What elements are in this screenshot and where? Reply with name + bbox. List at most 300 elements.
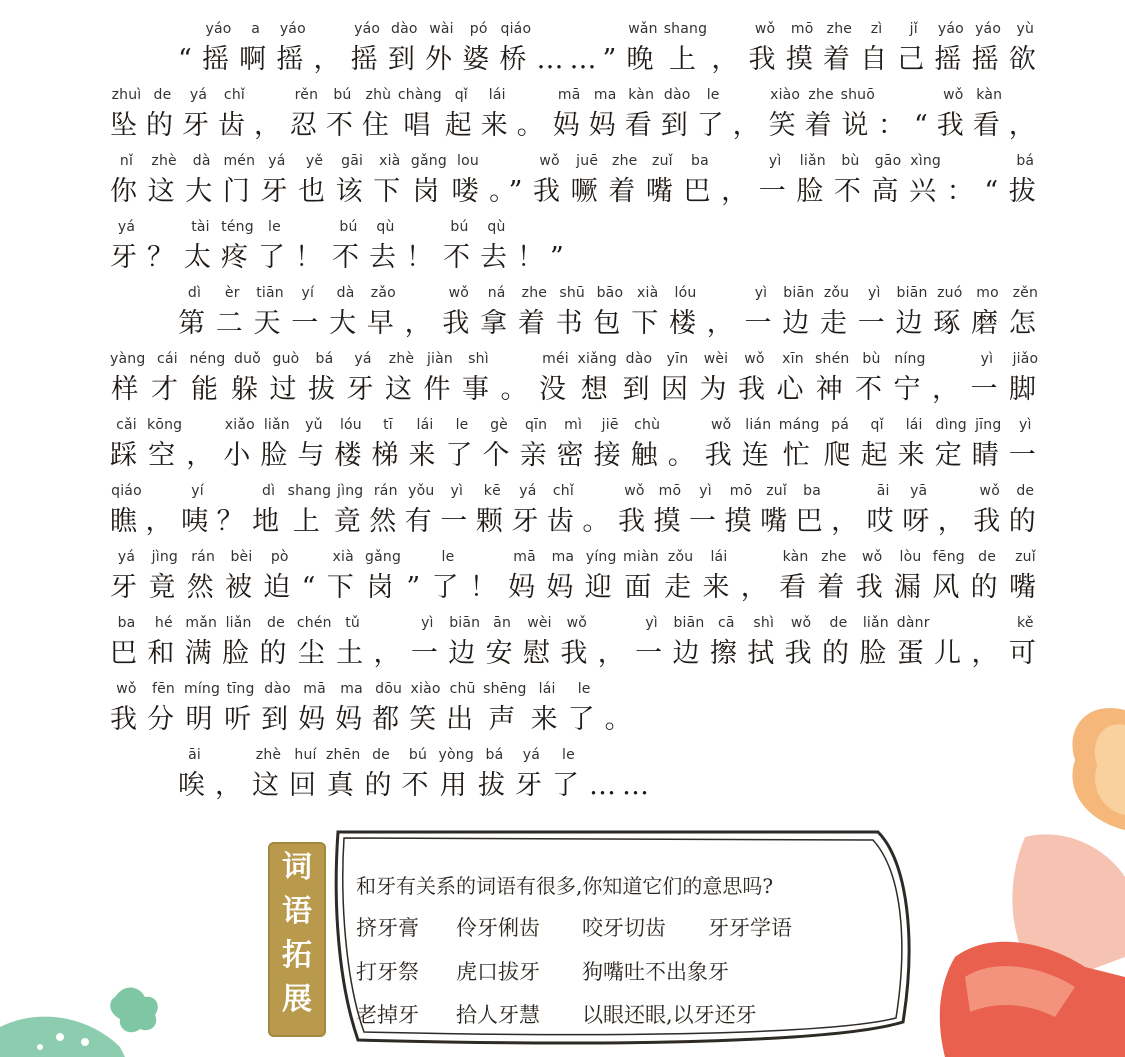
pinyin: zhe bbox=[826, 21, 853, 37]
idiom: 以眼还眼,以牙还牙 bbox=[582, 1003, 757, 1027]
ruby-token bbox=[308, 348, 341, 414]
hanzi: 拭 bbox=[747, 638, 781, 669]
hanzi: 来 bbox=[702, 572, 736, 603]
hanzi: ， bbox=[186, 440, 220, 471]
ruby-token bbox=[388, 18, 421, 84]
ruby-token bbox=[110, 150, 143, 216]
ruby-token bbox=[252, 744, 285, 806]
hanzi: 啊 bbox=[239, 44, 273, 75]
pinyin: yì bbox=[645, 615, 658, 631]
ruby-token bbox=[557, 414, 590, 480]
ruby-token bbox=[777, 348, 810, 414]
ruby-token bbox=[749, 18, 782, 84]
ruby-token bbox=[431, 546, 464, 612]
pinyin: yě bbox=[305, 153, 324, 169]
hanzi: 呀 bbox=[902, 506, 936, 537]
pinyin bbox=[517, 84, 550, 106]
pinyin: rán bbox=[191, 549, 216, 565]
pinyin: bèi bbox=[230, 549, 253, 565]
hanzi: 了 bbox=[567, 704, 601, 735]
ruby-token bbox=[841, 84, 875, 150]
ruby-token bbox=[385, 348, 418, 414]
pinyin: le bbox=[706, 87, 720, 103]
pinyin: qiáo bbox=[500, 21, 532, 37]
hanzi: 竟 bbox=[148, 572, 182, 603]
pinyin bbox=[314, 18, 347, 40]
hanzi: ， bbox=[971, 638, 1005, 669]
hanzi: 我 bbox=[110, 704, 143, 735]
ruby-token bbox=[260, 150, 293, 216]
hanzi: 楼 bbox=[668, 308, 702, 339]
hanzi: 爬 bbox=[823, 440, 857, 471]
hanzi: 妈 bbox=[298, 704, 332, 735]
hanzi: ？ bbox=[147, 242, 180, 273]
pinyin: yá bbox=[268, 153, 286, 169]
hanzi: 才 bbox=[150, 374, 184, 405]
pinyin bbox=[582, 480, 615, 502]
ruby-token bbox=[365, 744, 398, 806]
hanzi: 小 bbox=[223, 440, 257, 471]
pinyin: zěn bbox=[1012, 285, 1039, 301]
hanzi: 我 bbox=[748, 44, 782, 75]
pinyin: yàng bbox=[110, 351, 146, 367]
pinyin: wǒ bbox=[979, 483, 1000, 499]
ruby-token bbox=[517, 84, 550, 150]
pinyin: dōu bbox=[375, 681, 403, 697]
pinyin: yí bbox=[191, 483, 204, 499]
ruby-token bbox=[336, 150, 369, 216]
ruby-token bbox=[971, 612, 1004, 678]
ruby-token bbox=[110, 678, 143, 740]
pinyin: néng bbox=[189, 351, 226, 367]
ruby-token bbox=[186, 414, 219, 480]
story-line-12 bbox=[178, 744, 659, 810]
hanzi: 起 bbox=[860, 440, 894, 471]
hanzi: 到 bbox=[622, 374, 656, 405]
hanzi: 牙 bbox=[346, 374, 380, 405]
pinyin bbox=[178, 18, 198, 40]
ruby-token bbox=[362, 84, 395, 150]
hanzi: 着 bbox=[804, 110, 838, 141]
pinyin: mō bbox=[658, 483, 682, 499]
hanzi: 楼 bbox=[334, 440, 368, 471]
hanzi: 地 bbox=[252, 506, 286, 537]
pinyin bbox=[517, 216, 570, 238]
hanzi: 唱 bbox=[403, 110, 437, 141]
ruby-token bbox=[547, 480, 580, 546]
pinyin: wǒ bbox=[861, 549, 883, 565]
ruby-token bbox=[178, 282, 211, 348]
hanzi: 拔 bbox=[1008, 176, 1042, 207]
pinyin: liǎn bbox=[799, 153, 826, 169]
hanzi: 土 bbox=[336, 638, 370, 669]
ruby-token bbox=[252, 480, 285, 546]
ruby-token bbox=[796, 480, 829, 546]
pinyin: yá bbox=[354, 351, 372, 367]
hanzi: 摸 bbox=[785, 44, 819, 75]
pinyin: bú bbox=[450, 219, 469, 235]
pinyin: mǎn bbox=[185, 615, 218, 631]
pinyin: xiǎng bbox=[577, 351, 617, 367]
hanzi: 走 bbox=[664, 572, 698, 603]
ruby-token bbox=[786, 18, 819, 84]
ruby-token bbox=[689, 480, 722, 546]
ruby-token bbox=[372, 678, 405, 740]
hanzi: 没 bbox=[538, 374, 572, 405]
ruby-token bbox=[1009, 546, 1042, 612]
pinyin bbox=[215, 744, 248, 766]
hanzi: ， bbox=[373, 638, 407, 669]
pinyin: qǐ bbox=[454, 87, 468, 103]
hanzi: 门 bbox=[222, 176, 256, 207]
hanzi: 嘴 bbox=[760, 506, 794, 537]
pinyin: jìng bbox=[151, 549, 178, 565]
hanzi: 明 bbox=[185, 704, 219, 735]
pinyin: tǔ bbox=[345, 615, 360, 631]
pinyin: jìng bbox=[337, 483, 364, 499]
pinyin bbox=[934, 612, 967, 634]
pinyin: gǎng bbox=[410, 153, 447, 169]
pinyin: qǐ bbox=[870, 417, 884, 433]
pinyin: shuō bbox=[840, 87, 876, 103]
hanzi: 脸 bbox=[260, 440, 294, 471]
ruby-token bbox=[1009, 414, 1042, 480]
ruby-token bbox=[408, 414, 441, 480]
hanzi: 回 bbox=[289, 770, 322, 801]
panel-label bbox=[268, 842, 326, 1037]
ruby-token bbox=[1009, 282, 1042, 348]
pinyin: lái bbox=[710, 549, 728, 565]
hanzi: 儿 bbox=[934, 638, 968, 669]
pinyin: mo bbox=[976, 285, 999, 301]
hanzi: 到 bbox=[261, 704, 295, 735]
hanzi: 喽 bbox=[451, 176, 485, 207]
hanzi: 我 bbox=[442, 308, 476, 339]
pinyin: lòu bbox=[899, 549, 922, 565]
ruby-token bbox=[148, 546, 181, 612]
hanzi: 能 bbox=[190, 374, 224, 405]
ruby-token bbox=[533, 150, 566, 216]
hanzi: 去 bbox=[369, 242, 402, 273]
pinyin bbox=[707, 282, 740, 304]
hanzi: 摇 bbox=[971, 44, 1005, 75]
hanzi: 蛋 bbox=[896, 638, 930, 669]
hanzi: 擦 bbox=[709, 638, 743, 669]
ruby-token bbox=[483, 678, 527, 740]
pinyin: kàn bbox=[976, 87, 1003, 103]
ruby-token bbox=[1009, 480, 1042, 546]
hanzi: 忙 bbox=[782, 440, 816, 471]
pinyin: shang bbox=[663, 21, 708, 37]
hanzi: 听 bbox=[224, 704, 258, 735]
ruby-token bbox=[185, 612, 218, 678]
hanzi: 真 bbox=[326, 770, 360, 801]
pinyin: yá bbox=[117, 549, 136, 565]
ruby-token bbox=[577, 348, 617, 414]
hanzi: 一 bbox=[689, 506, 723, 537]
pinyin: cái bbox=[157, 351, 178, 367]
hanzi: 和 bbox=[147, 638, 181, 669]
story-line-11 bbox=[110, 678, 642, 744]
hanzi: 桥 bbox=[499, 44, 533, 75]
ruby-token bbox=[440, 480, 473, 546]
ruby-token bbox=[947, 150, 980, 216]
ruby-token bbox=[442, 282, 475, 348]
idiom: 打牙祭 bbox=[356, 960, 419, 984]
hanzi: 然 bbox=[369, 506, 403, 537]
ruby-token bbox=[147, 678, 180, 740]
pinyin: qù bbox=[376, 219, 395, 235]
ruby-token bbox=[1009, 18, 1042, 84]
ruby-token bbox=[181, 480, 214, 546]
ruby-token bbox=[476, 480, 509, 546]
ruby-token bbox=[269, 348, 302, 414]
hanzi: 不 bbox=[401, 770, 435, 801]
ruby-token bbox=[446, 678, 479, 740]
ruby-token bbox=[902, 480, 935, 546]
ruby-token bbox=[217, 480, 250, 546]
hanzi: 满 bbox=[184, 638, 218, 669]
pinyin: bù bbox=[862, 351, 881, 367]
ruby-token bbox=[254, 282, 287, 348]
ruby-token bbox=[605, 678, 638, 740]
pinyin: lóu bbox=[674, 285, 697, 301]
hanzi: ， bbox=[145, 506, 179, 537]
hanzi: 瞧 bbox=[110, 506, 143, 537]
hanzi: 安 bbox=[485, 638, 519, 669]
story-line-1 bbox=[178, 18, 1042, 84]
pinyin: biān bbox=[673, 615, 705, 631]
hanzi: 包 bbox=[593, 308, 627, 339]
hanzi: 拿 bbox=[480, 308, 514, 339]
ruby-token bbox=[334, 414, 367, 480]
pinyin: chén bbox=[296, 615, 332, 631]
pinyin: xià bbox=[637, 285, 659, 301]
hanzi: 晚 bbox=[626, 44, 660, 75]
ruby-token bbox=[598, 612, 631, 678]
pinyin: yù bbox=[1016, 21, 1035, 37]
pinyin: bāo bbox=[596, 285, 624, 301]
pinyin: kōng bbox=[147, 417, 183, 433]
hanzi: 岗 bbox=[412, 176, 446, 207]
hanzi: 巴 bbox=[795, 506, 829, 537]
hanzi: 牙 bbox=[110, 572, 143, 603]
pinyin: zhè bbox=[255, 747, 282, 763]
pinyin: yì bbox=[980, 351, 994, 367]
hanzi: 我 bbox=[784, 638, 818, 669]
story-line-10 bbox=[110, 612, 1042, 678]
panel-label-char: 拓 bbox=[282, 938, 312, 973]
ruby-token bbox=[110, 546, 143, 612]
panel-label-char: 展 bbox=[282, 982, 312, 1017]
pinyin bbox=[302, 546, 322, 568]
pinyin: tī bbox=[383, 417, 393, 433]
ruby-token bbox=[327, 546, 360, 612]
ruby-token bbox=[664, 18, 708, 84]
panel-label-char: 语 bbox=[282, 894, 312, 929]
ruby-token bbox=[148, 150, 181, 216]
hanzi: 妈 bbox=[508, 572, 542, 603]
ruby-token bbox=[593, 282, 626, 348]
story-line-6 bbox=[110, 348, 1042, 414]
ruby-token bbox=[289, 744, 322, 806]
ruby-token bbox=[336, 612, 369, 678]
pinyin: mā bbox=[303, 681, 326, 697]
idiom: 拾人牙慧 bbox=[456, 1003, 540, 1027]
ruby-token bbox=[747, 612, 780, 678]
hanzi: 看 bbox=[972, 110, 1006, 141]
panel-question: 和牙有关系的词语有很多,你知道它们的意思吗? bbox=[356, 874, 774, 898]
pinyin: kàn bbox=[628, 87, 655, 103]
hanzi: 。 bbox=[604, 704, 638, 735]
pinyin: de bbox=[267, 615, 285, 631]
hanzi: 你 bbox=[110, 176, 143, 207]
hanzi: 颗 bbox=[475, 506, 509, 537]
hanzi: 大 bbox=[329, 308, 363, 339]
pinyin: shēng bbox=[483, 681, 527, 697]
pinyin: wài bbox=[429, 21, 454, 37]
pinyin: wǒ bbox=[448, 285, 470, 301]
pinyin: lou bbox=[457, 153, 479, 169]
hanzi: 我 bbox=[855, 572, 889, 603]
pinyin: zhe bbox=[521, 285, 548, 301]
ruby-token bbox=[298, 678, 331, 740]
pinyin: yòng bbox=[438, 747, 474, 763]
hanzi: ， bbox=[831, 506, 865, 537]
idiom: 狗嘴吐不出象牙 bbox=[582, 960, 729, 984]
pinyin: mā bbox=[557, 87, 581, 103]
ruby-token bbox=[553, 84, 586, 150]
ruby-token bbox=[627, 18, 660, 84]
pinyin: yì bbox=[421, 615, 434, 631]
ruby-token bbox=[263, 546, 296, 612]
pinyin: wǒ bbox=[790, 615, 812, 631]
hanzi: ： bbox=[878, 110, 911, 141]
pinyin: yá bbox=[117, 219, 136, 235]
hanzi: 早 bbox=[366, 308, 400, 339]
hanzi: 迫 bbox=[263, 572, 297, 603]
ruby-token bbox=[489, 150, 528, 216]
ruby-token bbox=[805, 84, 838, 150]
ruby-token bbox=[707, 282, 740, 348]
ruby-token bbox=[738, 348, 771, 414]
hanzi: ， bbox=[706, 308, 740, 339]
ruby-token bbox=[594, 414, 627, 480]
hanzi: 一 bbox=[758, 176, 792, 207]
hanzi: 嘴 bbox=[1008, 572, 1042, 603]
pinyin bbox=[668, 414, 701, 436]
hanzi: ……” bbox=[536, 44, 623, 75]
hanzi: 风 bbox=[932, 572, 966, 603]
ruby-token bbox=[373, 150, 406, 216]
hanzi: 边 bbox=[782, 308, 816, 339]
hanzi: 一 bbox=[440, 506, 474, 537]
ruby-token bbox=[934, 18, 967, 84]
idiom: 伶牙俐齿 bbox=[456, 916, 540, 940]
pinyin: ma bbox=[340, 681, 363, 697]
hanzi: 牙 bbox=[181, 110, 215, 141]
ruby-token bbox=[290, 84, 323, 150]
hanzi: 噘 bbox=[570, 176, 604, 207]
ruby-token bbox=[858, 282, 891, 348]
ruby-token bbox=[705, 414, 738, 480]
ruby-token bbox=[298, 150, 331, 216]
pinyin: kě bbox=[1017, 615, 1034, 631]
ruby-token bbox=[110, 612, 143, 678]
ruby-token bbox=[462, 18, 495, 84]
hanzi: 尘 bbox=[297, 638, 331, 669]
ruby-token bbox=[184, 678, 220, 740]
hanzi: 下 bbox=[326, 572, 360, 603]
ruby-token bbox=[216, 282, 249, 348]
pinyin: wǒ bbox=[566, 615, 588, 631]
pinyin: qù bbox=[487, 219, 506, 235]
pinyin: wǒ bbox=[711, 417, 732, 433]
pinyin: zhuì bbox=[111, 87, 142, 103]
ruby-token bbox=[187, 546, 220, 612]
ruby-token bbox=[221, 216, 254, 278]
hanzi: ， bbox=[721, 176, 755, 207]
ruby-token bbox=[733, 84, 766, 150]
story-line-8 bbox=[110, 480, 1042, 546]
hanzi: 兴 bbox=[909, 176, 943, 207]
pinyin: ma bbox=[551, 549, 575, 565]
ruby-token bbox=[697, 84, 730, 150]
pinyin: yǒu bbox=[408, 483, 435, 499]
pinyin: téng bbox=[221, 219, 254, 235]
hanzi: 妈 bbox=[335, 704, 369, 735]
ruby-token bbox=[110, 414, 143, 480]
hanzi: “ bbox=[984, 176, 1005, 207]
hanzi: 着 bbox=[822, 44, 856, 75]
hanzi: 脸 bbox=[222, 638, 256, 669]
pinyin: shang bbox=[287, 483, 332, 499]
pinyin: méi bbox=[542, 351, 569, 367]
pinyin: pó bbox=[469, 21, 488, 37]
hanzi: 巴 bbox=[110, 638, 143, 669]
ruby-token bbox=[897, 612, 930, 678]
hanzi: 到 bbox=[387, 44, 421, 75]
pinyin: gāi bbox=[341, 153, 364, 169]
pinyin: yì bbox=[450, 483, 464, 499]
hanzi: ， bbox=[215, 770, 248, 801]
pinyin: nǐ bbox=[119, 153, 134, 169]
ruby-token bbox=[314, 18, 347, 84]
ruby-token bbox=[725, 480, 758, 546]
pinyin: dì bbox=[262, 483, 276, 499]
hanzi: 的 bbox=[821, 638, 855, 669]
ruby-token bbox=[971, 546, 1004, 612]
pinyin: ná bbox=[487, 285, 506, 301]
pinyin: yì bbox=[754, 285, 768, 301]
pinyin: tài bbox=[191, 219, 210, 235]
pinyin: zǎo bbox=[370, 285, 396, 301]
ruby-token bbox=[589, 84, 622, 150]
ruby-token bbox=[448, 612, 481, 678]
hanzi: 定 bbox=[934, 440, 968, 471]
ruby-token bbox=[146, 84, 179, 150]
pinyin: liǎn bbox=[862, 615, 889, 631]
hanzi: 一 bbox=[744, 308, 778, 339]
pinyin: máng bbox=[778, 417, 820, 433]
ruby-token bbox=[110, 480, 143, 546]
hanzi: 琢 bbox=[933, 308, 967, 339]
ruby-token bbox=[970, 348, 1003, 414]
ruby-token bbox=[855, 348, 888, 414]
hanzi: 来 bbox=[408, 440, 442, 471]
pinyin: xià bbox=[379, 153, 401, 169]
hanzi: 己 bbox=[897, 44, 931, 75]
